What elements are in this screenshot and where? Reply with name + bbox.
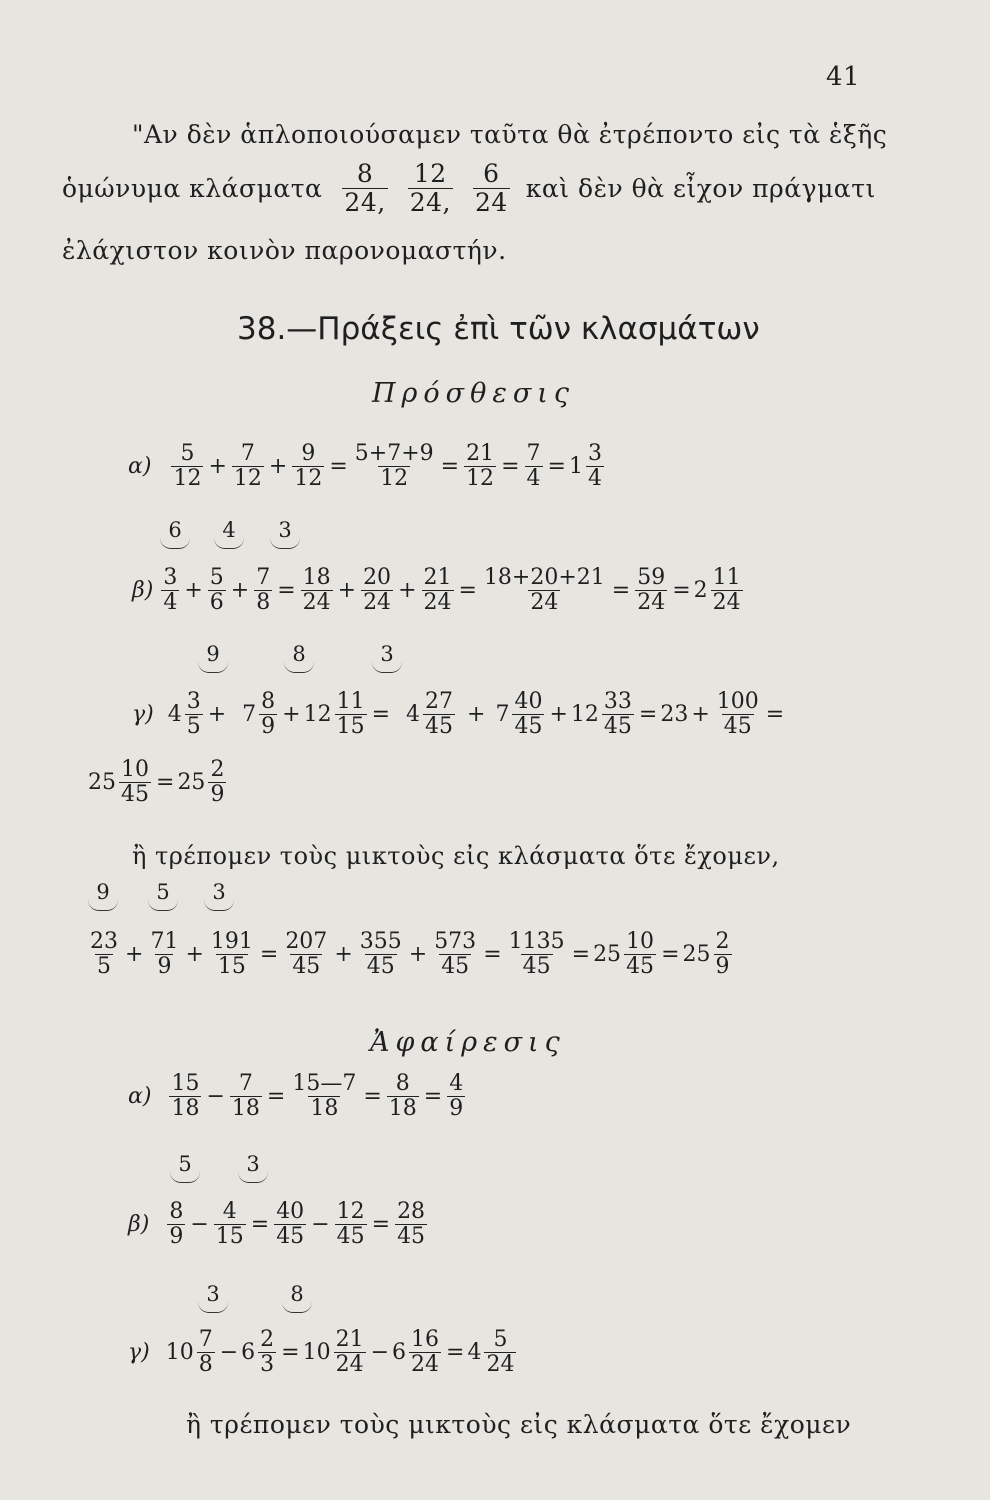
example-label: α) — [128, 454, 152, 480]
addition-example-c-alternative: 23 5 + $\frac{71}{9}$ + $\frac{191}{15}$ = $\frac{207}{45}$ + $\frac{355}{45}$ + $\frac{573}{45}$ = $\frac{1135}{45}$ = 25 $\frac{10}{45}$ = 25 2 9 — [90, 929, 730, 980]
section-title: 38.—Πράξεις ἐπὶ τῶν κλασμάτων — [237, 311, 760, 347]
subtraction-example-b: β) 8 9 − $\frac{4}{15}$ = $\frac{40}{45}$ − $\frac{12}{45}$ = $\frac{28}{45}$ — [128, 1199, 426, 1250]
intro-line-2-pre: ὁμώνυμα κλάσματα — [62, 173, 323, 203]
multiplier-arc: 9 — [88, 880, 118, 911]
multiplier-arc: 4 — [214, 518, 244, 549]
multiplier-arc: 9 — [198, 642, 228, 673]
intro-line-2-post: καὶ δὲν θὰ εἶχον πράγματι — [525, 173, 876, 203]
example-label: γ) — [132, 702, 154, 728]
page-number: 41 — [826, 62, 861, 92]
example-label: β) — [128, 1212, 150, 1238]
multiplier-arc: 3 — [198, 1282, 228, 1313]
alternative-method-text: ἢ τρέπομεν τοὺς μικτοὺς εἰς κλάσματα ὅτε ἔχομεν, — [132, 842, 780, 870]
intro-line-1: "Αν δὲν ἁπλοποιούσαμεν ταῦτα θὰ ἐτρέποντο εἰς τὰ ἑξῆς — [132, 120, 888, 149]
example-label: β) — [132, 578, 154, 604]
fraction: 6 24 — [474, 159, 508, 217]
alternative-method-text: ἢ τρέπομεν τοὺς μικτοὺς εἰς κλάσματα ὅτε ἔχομεν — [186, 1410, 852, 1439]
multiplier-arc: 3 — [372, 642, 402, 673]
multiplier-arc: 6 — [160, 518, 190, 549]
addition-heading: Πρόσθεσις — [372, 378, 575, 409]
subtraction-heading: Ἀφαίρεσις — [370, 1027, 566, 1058]
subtraction-example-a: α) 15 18 − $\frac{7}{18}$ = $\frac{15—7}{18}$ = $\frac{8}{18}$ = $\frac{4}{9}$ — [128, 1071, 464, 1122]
multiplier-arc: 3 — [270, 518, 300, 549]
addition-example-c: γ) 4 3 5 + 7 8 9 + 12 $\frac{11}{15}$ = 4 27 45 + 7 40 45 + 12 $\frac{33}{45}$ = 23 + $\frac{100}{45}$ = — [132, 689, 785, 740]
example-label: γ) — [128, 1340, 150, 1366]
multiplier-arc: 3 — [204, 880, 234, 911]
multiplier-arc: 5 — [170, 1152, 200, 1183]
fraction: 12 24, — [409, 159, 451, 217]
subtraction-example-c: γ) 10 7 8 − 6 $\frac{2}{3}$ = 10 21 24 − 6 $\frac{16}{24}$ = 4 5 24 — [128, 1327, 515, 1378]
intro-line-3: ἐλάχιστον κοινὸν παρονομαστήν. — [62, 236, 507, 265]
multiplier-arc: 3 — [238, 1152, 268, 1183]
intro-line-2 — [62, 160, 876, 216]
fraction: 8 24, — [344, 159, 386, 217]
addition-example-c-continued: 25 $\frac{10}{45}$ = 25 2 9 — [88, 757, 225, 808]
addition-example-b: β) 3 4 + $\frac{5}{6}$ + $\frac{7}{8}$ = $\frac{18}{24}$ + $\frac{20}{24}$ + $\frac{21}{24}$ = $\frac{18+20+21}{24}$ = $\frac{59}{24}$ = 2 11 24 — [132, 565, 741, 616]
multiplier-arc: 8 — [282, 1282, 312, 1313]
example-label: α) — [128, 1084, 152, 1110]
multiplier-arc: 5 — [148, 880, 178, 911]
multiplier-arc: 8 — [284, 642, 314, 673]
addition-example-a: α) 5 12 + $\frac{7}{12}$ + $\frac{9}{12}$ = $\frac{5+7+9}{12}$ = $\frac{21}{12}$ = $\frac{7}{4}$ = 1 3 4 — [128, 441, 602, 492]
